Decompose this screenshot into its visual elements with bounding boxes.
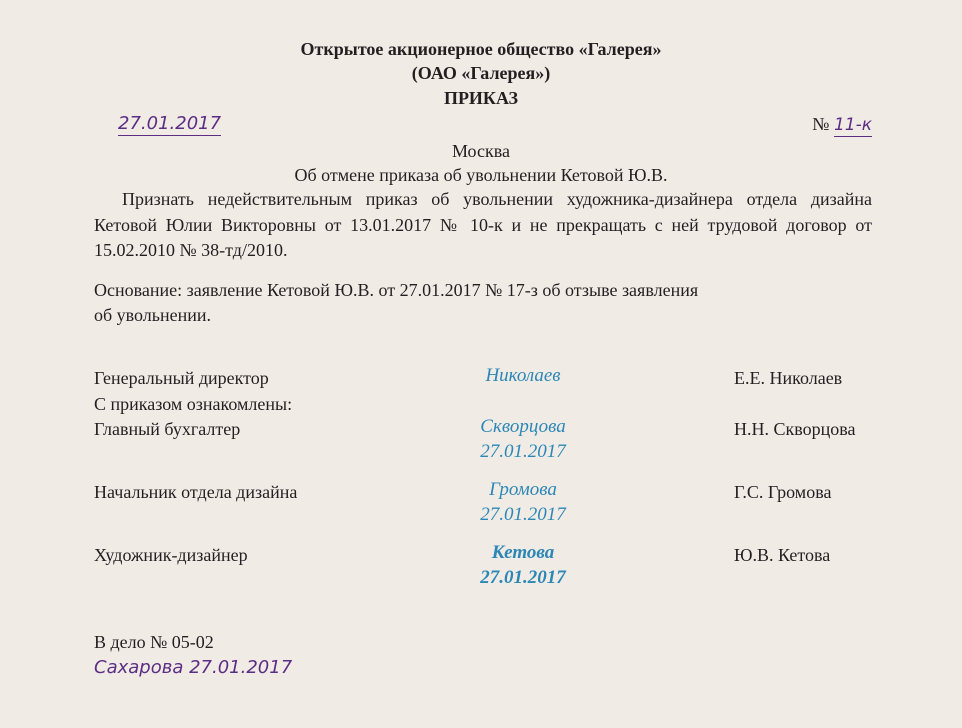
order-subject: Об отмене приказа об увольнении Кетовой Ю.В. <box>294 165 668 185</box>
signer-name: Ю.В. Кетова <box>734 545 831 565</box>
signer-date: 27.01.2017 <box>480 567 566 588</box>
signer-position: Художник-дизайнер <box>94 545 248 565</box>
document-number-value: 11-к <box>833 115 872 135</box>
document-type-title: ПРИКАЗ <box>443 88 519 108</box>
basis-line-1: Основание: заявление Кетовой Ю.В. от 27.01.2017 № 17-з об отзыве заявления <box>94 280 699 300</box>
signer-signature: Кетова <box>491 542 555 563</box>
organization-name: Открытое акционерное общество «Галерея» <box>300 39 662 59</box>
basis-line-2: об увольнении. <box>94 305 212 325</box>
document-date <box>118 112 221 136</box>
signer-date: 27.01.2017 <box>480 441 566 462</box>
file-signature: Сахарова 27.01.2017 <box>94 657 293 678</box>
number-sign: № <box>812 114 830 134</box>
signer-position: Главный бухгалтер <box>94 419 241 439</box>
signer-position: Начальник отдела дизайна <box>94 482 298 502</box>
file-note: В дело № 05-02 <box>94 632 214 652</box>
document-date-value: 27.01.2017 <box>118 113 222 134</box>
document-number <box>812 112 872 137</box>
order-body-paragraph: Признать недействительным приказ об увольнении художника-дизайнера отдела дизайна Кетовой Юлии Викторовны от 13.01.2017 № 10-к и не прекращать с ней трудовой договор от 15.02.2010 № 38-тд/2010. <box>94 189 872 260</box>
director-name: Е.Е. Николаев <box>734 368 843 388</box>
signer-name: Н.Н. Скворцова <box>734 419 856 439</box>
signer-signature: Скворцова <box>480 416 566 437</box>
signer-signature: Громова <box>489 479 557 500</box>
director-position: Генеральный директор <box>94 368 269 388</box>
signer-name: Г.С. Громова <box>734 482 832 502</box>
director-signature: Николаев <box>485 365 561 386</box>
signer-date: 27.01.2017 <box>480 504 566 525</box>
organization-short-name: (ОАО «Галерея») <box>411 63 551 83</box>
city: Москва <box>452 141 510 161</box>
acquainted-label: С приказом ознакомлены: <box>94 394 293 414</box>
